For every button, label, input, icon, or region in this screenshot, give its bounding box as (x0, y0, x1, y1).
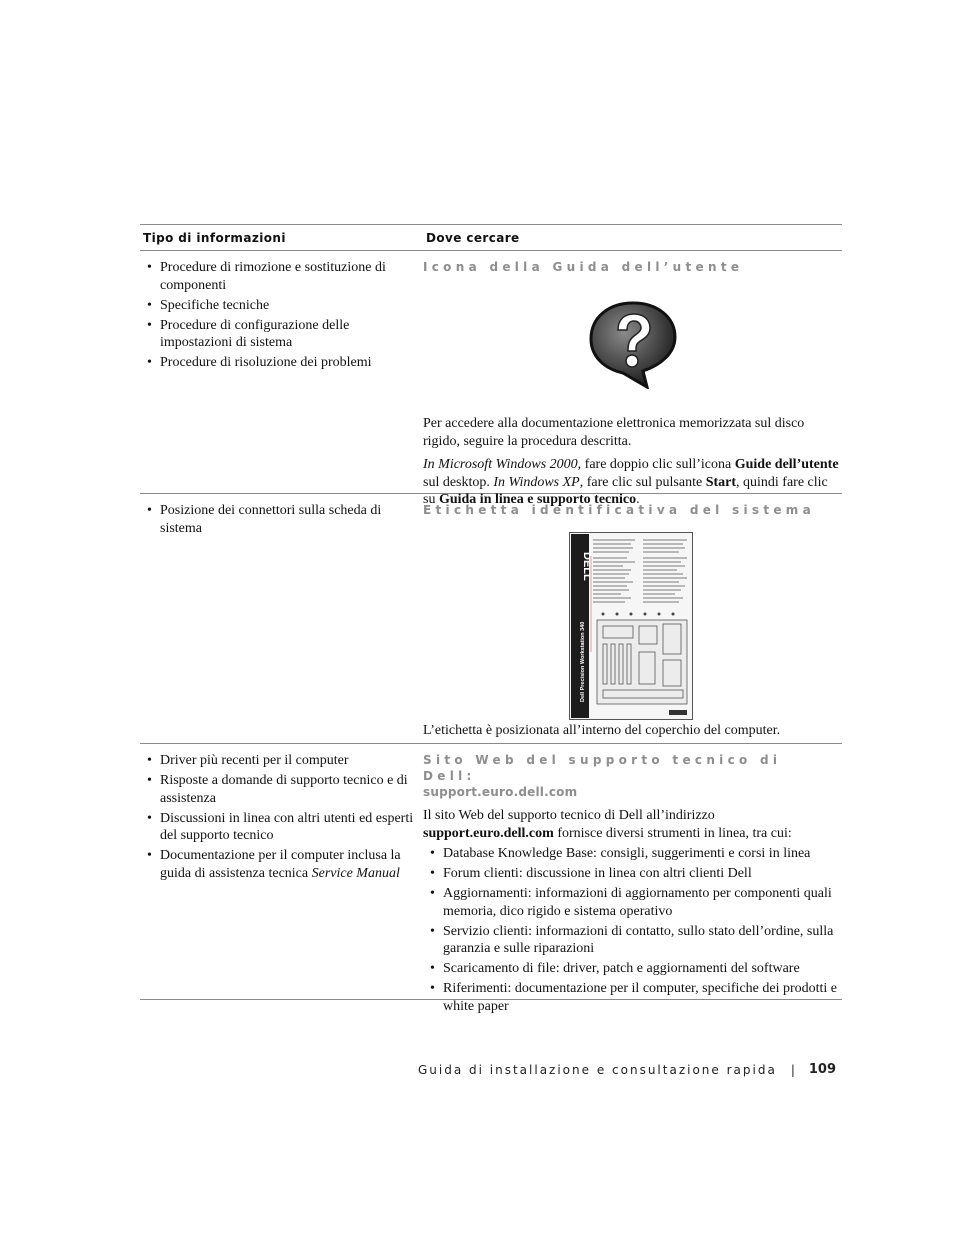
list-item: • Specifiche tecniche (140, 297, 423, 315)
text-span: , fare doppio clic sull’icona (577, 457, 735, 472)
list-item: • Riferimenti: documentazione per il computer, specifiche dei prodotti e white paper (423, 980, 842, 1015)
text-span: . (636, 492, 640, 507)
row3-info-types (140, 744, 423, 999)
row3-where (423, 744, 842, 1014)
text-start: Start (705, 474, 737, 490)
support-site-url[interactable]: support.euro.dell.com (423, 785, 578, 799)
system-label-image (423, 532, 842, 722)
row2-info-types (140, 494, 423, 743)
footer-title: Guida di installazione e consultazione rapida (417, 1062, 777, 1077)
row1-where (423, 251, 842, 507)
list-item: • Forum clienti: discussione in linea con altri clienti Dell (423, 865, 842, 883)
table-header (140, 224, 842, 251)
header-info-type: Tipo di informazioni (143, 230, 286, 245)
table-row (140, 744, 842, 1014)
row3-intro (423, 807, 842, 842)
list-item (140, 847, 423, 882)
label-model-text: Dell Precision Workstation 340 (580, 621, 586, 702)
text-support-url: support.euro.dell.com (423, 825, 554, 841)
text-span: fornisce diversi strumenti in linea, tra cui: (553, 825, 792, 841)
list-item: • Servizio clienti: informazioni di contatto, sullo stato dell’ordine, sulla garanzia e sulle riparazioni (423, 923, 842, 958)
row1-paragraph-1: Per accedere alla documentazione elettronica memorizzata sul disco rigido, seguire la procedura descritta. (423, 416, 805, 449)
list-item: • Procedure di configurazione delle impostazioni di sistema (140, 317, 423, 352)
text-service-manual: Service Manual (311, 865, 400, 881)
help-question-bubble-icon (587, 299, 679, 389)
text-span: Documentazione per il computer inclusa la guida di assistenza tecnica (160, 848, 401, 881)
list-item: • Posizione dei connettori sulla scheda di sistema (140, 502, 423, 537)
text-help-and-support: Guida in linea e supporto tecnico (438, 492, 637, 507)
page-number: 109 (808, 1062, 836, 1077)
text-span: , quindi fare clic su (423, 474, 828, 507)
text-span: Il sito Web del supporto tecnico di Dell all’indirizzo (423, 808, 715, 823)
support-tools-list (423, 845, 842, 1015)
list-item: • Procedure di rimozione e sostituzione di componenti (140, 259, 423, 294)
list-item: • Aggiornamenti: informazioni di aggiornamento per componenti quali memoria, dico rigido e sistema operativo (423, 885, 842, 920)
list-item: • Procedure di risoluzione dei problemi (140, 354, 423, 372)
header-where-to-look: Dove cercare (426, 230, 520, 245)
table-row (140, 251, 842, 507)
list-item: • Scaricamento di file: driver, patch e aggiornamenti del software (423, 960, 842, 978)
text-span: , fare clic sul pulsante (579, 474, 706, 490)
service-label-diagram (569, 532, 693, 720)
list-item: • Driver più recenti per il computer (140, 752, 423, 770)
table-row (140, 494, 842, 744)
text-span: sul desktop. (423, 474, 494, 490)
list-item: • Database Knowledge Base: consigli, suggerimenti e corsi in linea (423, 845, 842, 863)
row2-caption: L’etichetta è posizionata all’interno del coperchio del computer. (423, 723, 781, 738)
text-windows-xp: In Windows XP (493, 474, 580, 490)
list-item: • Risposte a domande di supporto tecnico e di assistenza (140, 772, 423, 807)
page-footer (418, 1062, 836, 1077)
list-item: • Discussioni in linea con altri utenti ed esperti del supporto tecnico (140, 810, 423, 845)
text-windows-2000: In Microsoft Windows 2000 (423, 457, 578, 472)
row2-where (423, 494, 842, 743)
text-user-guides: Guide dell’utente (734, 457, 839, 472)
section-title-dell-support-site: Sito Web del supporto tecnico di Dell: (423, 753, 782, 783)
label-brand-text: DELL (581, 552, 593, 581)
section-title-system-label: Etichetta identificativa del sistema (423, 503, 816, 517)
section-title-user-guide-icon: Icona della Guida dell’utente (423, 260, 744, 274)
footer-separator: | (790, 1062, 795, 1077)
row1-info-types (140, 251, 423, 493)
help-icon-container (423, 299, 842, 407)
info-table (140, 224, 842, 1014)
